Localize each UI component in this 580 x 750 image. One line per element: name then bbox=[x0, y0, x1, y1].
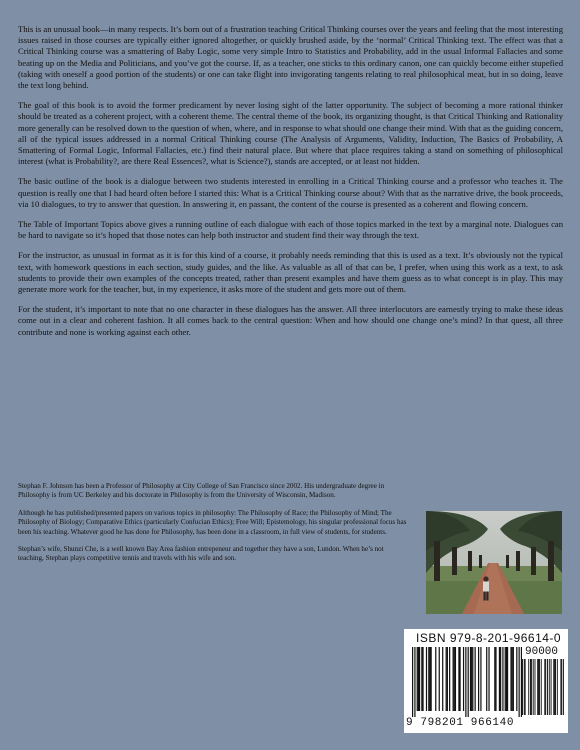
barcode-bar bbox=[470, 647, 471, 711]
barcode-bar bbox=[447, 647, 448, 711]
addon-bar bbox=[555, 659, 556, 715]
barcode-bar bbox=[516, 647, 517, 711]
barcode-bar bbox=[435, 647, 436, 711]
addon-bar bbox=[535, 659, 536, 715]
blurb-paragraph: The basic outline of the book is a dialogue between two students interested in enrolling in a Critical Thinking course and a professor who teaches it. The question is really one that I had heard often before I started this: What is a Critical Thinking course about? With that as the narrative drive, the book proceeds, via 10 dialogues, to try to answer that question. In answering it, en passant, the content of the course is presented as a coherent and flowing concern. bbox=[18, 176, 563, 209]
bio-paragraph: Although he has published/presented papers on various topics in philosophy: The Philosophy of Race; the Philosophy of Mind; The Philosophy of Biology; Comparative Ethics (particularly Confucian Ethics); Free Will; Epistemology, his singular professional focus has been his teaching. Whatever good he has done for Philosophy, has been done in a classroom, in full view of students, for students. bbox=[18, 508, 407, 536]
barcode-bar bbox=[458, 647, 459, 711]
isbn-barcode bbox=[404, 629, 568, 733]
barcode-bar bbox=[486, 647, 487, 711]
blurb-paragraph: For the student, it’s important to note that no one character in these dialogues has the answer. All three interlocutors are earnestly trying to make these ideas come out in a clear and coherent fashion. It all comes back to the central question: When and how should one change one’s mind? In that quest, all three contribute and none is working against each other. bbox=[18, 304, 563, 337]
barcode-bar bbox=[463, 647, 464, 711]
barcode-bar bbox=[414, 647, 415, 717]
addon-bar bbox=[544, 659, 545, 715]
barcode-bar bbox=[449, 647, 450, 711]
barcode-bar bbox=[439, 647, 440, 711]
barcode-bar bbox=[429, 647, 430, 711]
barcode-bar bbox=[472, 647, 473, 711]
barcode-bar bbox=[428, 647, 429, 711]
bio-paragraph: Stephan’s wife, Shunzi Che, is a well known Bay Area fashion entrepeneur and together they have a son, Lundon. When he’s not teaching, Stephan plays competitive tennis and travels with his wife and son. bbox=[18, 545, 384, 563]
addon-bar bbox=[539, 659, 540, 715]
addon-bar bbox=[551, 659, 552, 715]
barcode-bar bbox=[502, 647, 503, 711]
barcode-bar bbox=[417, 647, 418, 711]
addon-bar bbox=[541, 659, 542, 715]
addon-bar bbox=[554, 659, 555, 715]
barcode-bar bbox=[510, 647, 511, 711]
addon-bar bbox=[533, 659, 534, 715]
barcode-bar bbox=[475, 647, 476, 711]
barcode-bar bbox=[446, 647, 447, 711]
blurb-paragraph: The Table of Important Topics above gives a running outline of each dialogue with each of those topics marked in the text by a marginal note. Dialogues can be hard to navigate so it’s hoped that those notes can help both instructor and student find their way through the text. bbox=[18, 219, 563, 241]
addon-bar bbox=[557, 659, 558, 715]
barcode-bar bbox=[418, 647, 419, 711]
addon-bar bbox=[561, 659, 562, 715]
barcode-bar bbox=[488, 647, 489, 711]
addon-bar bbox=[549, 659, 550, 715]
barcode-bar bbox=[513, 647, 514, 711]
barcode-bar bbox=[494, 647, 495, 711]
addon-bar bbox=[563, 659, 564, 715]
barcode-bar bbox=[454, 647, 455, 711]
author-bio bbox=[18, 482, 410, 572]
addon-bar bbox=[553, 659, 554, 715]
addon-bar bbox=[531, 659, 532, 715]
barcode-bar bbox=[412, 647, 413, 717]
addon-bar bbox=[522, 659, 523, 715]
barcode-bar bbox=[512, 647, 513, 711]
addon-bar bbox=[537, 659, 538, 715]
barcode-bar bbox=[500, 647, 501, 711]
barcode-bar bbox=[478, 647, 479, 711]
barcode-bar bbox=[421, 647, 422, 711]
barcode-bar bbox=[499, 647, 500, 711]
barcode-bar bbox=[471, 647, 472, 711]
author-photo bbox=[426, 511, 562, 614]
barcode-bar bbox=[468, 647, 469, 717]
back-cover-blurb bbox=[18, 24, 563, 347]
addon-bar bbox=[547, 659, 548, 715]
addon-bar bbox=[545, 659, 546, 715]
addon-bar bbox=[530, 659, 531, 715]
barcode-bar bbox=[507, 647, 508, 711]
addon-bar bbox=[560, 659, 561, 715]
addon-bar bbox=[524, 659, 525, 715]
isbn-label: ISBN 979-8-201-96614-0 bbox=[416, 631, 562, 645]
ean13-bars bbox=[412, 647, 522, 717]
barcode-bar bbox=[431, 647, 432, 711]
addon-bars bbox=[522, 659, 564, 715]
barcode-bar bbox=[465, 647, 466, 717]
isbn-digits: 9 798201 966140 bbox=[406, 717, 515, 729]
barcode-bar bbox=[426, 647, 427, 711]
barcode-bar bbox=[495, 647, 496, 711]
barcode-bar bbox=[505, 647, 506, 711]
barcode-bar bbox=[519, 647, 520, 717]
blurb-paragraph: For the instructor, as unusual in format as it is for this kind of a course, it probably needs reminding that this is used as a text. It’s obviously not the typical text, with homework questions in each section, study guides, and the like. As valuable as all of that can be, I prefer, when using this work as a text, to ask students to provide their own examples of the concepts treated, rather than present examples and have them guess as to what concept is in play. This may generate more work for the teacher, but, in my experience, it asks more of the student and gets more out of them. bbox=[18, 250, 563, 295]
barcode-bar bbox=[506, 647, 507, 711]
barcode-bar bbox=[453, 647, 454, 711]
addon-bar bbox=[528, 659, 529, 715]
barcode-bar bbox=[455, 647, 456, 711]
blurb-paragraph: The goal of this book is to avoid the former predicament by never losing sight of the latter opportunity. The subject of becoming a more rational thinker should be treated as a coherent project, with a coherent theme. The central theme of the book, its organizing thought, is that Critical Thinking and Rationality more generally can be resolved down to the question of when, where, and in response to what should one change their mind. With that as the guiding concern, all of the typical issues addressed in a normal Critical Thinking course (The Analysis of Arguments, Validity, Induction, The Basics of Probability, A Smattering of Formal Logic, Informal Fallacies, etc.) find their natural place. But where that place requires taking a stand on something of philosophical interest (what is Probability?, are there Real Essences?, what is Science?), stands are accepted, or at least not hidden. bbox=[18, 100, 563, 167]
blurb-paragraph: This is an unusual book—in many respects. It’s born out of a frustration teaching Critical Thinking courses over the years and feeling that the most interesting issues raised in those courses are typically either ignored altogether, or quickly brushed aside, by the ‘normal’ Critical Thinking text. The effect was that a Critical Thinking course was a smattering of Baby Logic, some very simple Intro to Statistics and Probability, add in the usual Informal Fallacies and some beating up on the Media and Politicians, and you’ve got the course. If, as a teacher, one sticks to this ordinary canon, one can quickly become either stupefied (taking with oneself a good portion of the students) or one can take flight into invigorating tangents relating to real philosophical meat, but in so doing, leave the text long behind. bbox=[18, 24, 563, 91]
price-code: 90000 bbox=[525, 646, 559, 658]
barcode-bar bbox=[419, 647, 420, 711]
bio-paragraph: Stephan F. Johnson has been a Professor of Philosophy at City College of San Francisco since 2002. His undergraduate degree in Philosophy is from UC Berkeley and his doctorate in Philosophy is from the University of Wisconsin, Madison. bbox=[18, 482, 385, 500]
barcode-bar bbox=[442, 647, 443, 711]
addon-bar bbox=[525, 659, 526, 715]
barcode-bar bbox=[459, 647, 460, 711]
barcode-bar bbox=[422, 647, 423, 711]
barcode-bar bbox=[480, 647, 481, 711]
addon-bar bbox=[538, 659, 539, 715]
author-photo-illustration bbox=[426, 511, 562, 614]
